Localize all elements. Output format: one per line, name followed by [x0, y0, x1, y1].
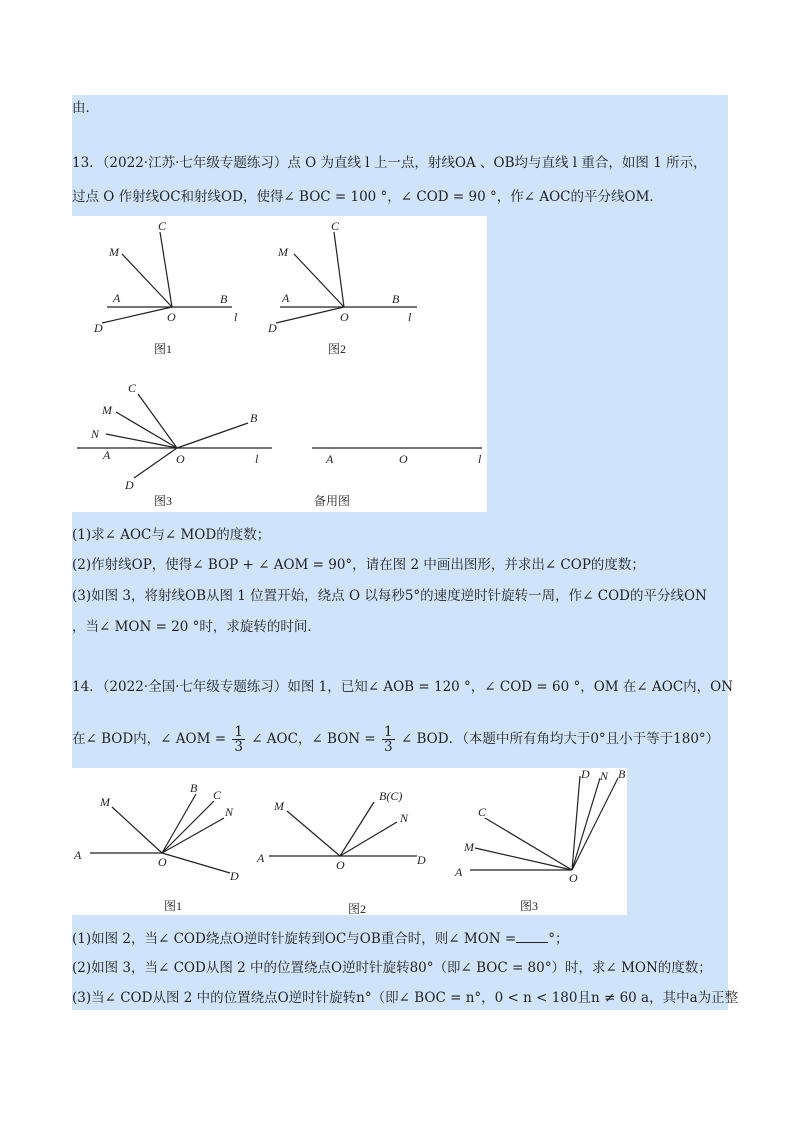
q13-f2-label-m: M — [278, 245, 288, 259]
q13-fig3-caption: 图3 — [154, 494, 173, 508]
fraction-denominator-2: 3 — [384, 739, 393, 755]
q14-f2-label-o: O — [336, 858, 345, 872]
q14-f1-label-d: D — [230, 869, 239, 883]
q13-f3-label-n: N — [91, 427, 100, 441]
q14-f3-label-m: M — [464, 840, 474, 854]
q13-f2-label-c: C — [331, 219, 340, 233]
q13-f4-label-o: O — [399, 452, 408, 466]
q14-f2-label-bc: B(C) — [379, 789, 403, 803]
q14-fig2-caption: 图2 — [348, 902, 367, 915]
q14-f1-label-m: M — [100, 795, 110, 809]
q13-f3-label-a: A — [103, 448, 111, 462]
q13-sub1: (1)求∠ AOC与∠ MOD的度数； — [72, 527, 271, 543]
q13-f3-label-c: C — [128, 381, 137, 395]
q13-f1-label-m: M — [109, 245, 119, 259]
q13-sub3a: (3)如图 3，将射线OB从图 1 位置开始，绕点 O 以每秒5°的速度逆时针旋转一周，作∠ COD的平分线ON — [72, 588, 707, 604]
q13-f1-label-c: C — [158, 219, 167, 233]
q14-f3-label-a: A — [455, 865, 463, 879]
q13-f3-label-o: O — [176, 452, 185, 466]
q13-f1-label-b: B — [220, 292, 228, 306]
q14-sub1 — [72, 928, 568, 949]
fraction-one-third — [232, 725, 245, 754]
q13-sub3b: ，当∠ MON = 20 °时，求旋转的时间． — [72, 619, 321, 635]
q14-sub2: (2)如图 3，当∠ COD从图 2 中的位置绕点O逆时针旋转80°（即∠ BOC = 80°）时，求∠ MON的度数； — [72, 960, 712, 976]
q13-figure-spare — [312, 448, 482, 508]
q13-figures — [72, 216, 487, 512]
q14-f3-label-c: C — [478, 805, 487, 819]
q14-f1-label-c: C — [213, 788, 222, 802]
q13-f2-label-o: O — [340, 310, 349, 324]
q13-sub2: (2)作射线OP，使得∠ BOP + ∠ AOM = 90°，请在图 2 中画出图形，并求出∠ COP的度数； — [72, 557, 645, 573]
q13-line2: 过点 O 作射线OC和射线OD，使得∠ BOC = 100 °，∠ COD = 90 °，作∠ AOC的平分线OM． — [72, 189, 663, 205]
q13-figure-1 — [93, 219, 238, 356]
q14-f3-label-o: O — [569, 871, 578, 885]
q14-sub1-post: °； — [548, 931, 569, 947]
q14-line2-mid: ∠ AOC，∠ BON = — [251, 731, 376, 747]
q14-f1-label-o: O — [158, 855, 167, 869]
q13-f2-label-d: D — [268, 321, 277, 335]
q14-fig3-caption: 图3 — [520, 899, 539, 913]
q13-f1-label-a: A — [113, 291, 121, 305]
q13-f2-label-b: B — [392, 292, 400, 306]
q13-f2-label-l: l — [408, 310, 412, 324]
q13-fig1-caption: 图1 — [154, 342, 173, 356]
q14-sub1-pre: (1)如图 2，当∠ COD绕点O逆时针旋转到OC与OB重合时，则∠ MON = — [72, 931, 517, 947]
q14-figures — [72, 768, 627, 915]
q13-f3-label-l: l — [255, 452, 259, 466]
q14-line2-pre: 在∠ BOD内，∠ AOM = — [72, 731, 227, 747]
q14-line1: 14．（2022·全国·七年级专题练习）如图 1，已知∠ AOB = 120 °，∠ COD = 60 °，OM 在∠ AOC内，ON — [72, 679, 734, 695]
q13-f2-label-a: A — [282, 291, 290, 305]
q14-fig1-caption: 图1 — [164, 899, 183, 913]
q14-f3-label-n: N — [600, 769, 609, 783]
q13-fig4-caption: 备用图 — [314, 494, 351, 508]
q14-f2-label-m: M — [274, 799, 284, 813]
q14-f3-label-d: D — [581, 768, 590, 781]
q14-f3-label-b: B — [618, 768, 626, 781]
q13-f3-label-d: D — [125, 478, 134, 492]
q13-figure-3 — [77, 381, 272, 508]
q14-figure-2 — [256, 789, 426, 915]
q14-f2-label-a: A — [257, 851, 265, 865]
q14-f2-label-n: N — [400, 811, 409, 825]
q14-sub3: (3)当∠ COD从图 2 中的位置绕点O逆时针旋转n°（即∠ BOC = n°，0 < n < 180且n ≠ 60 a，其中a为正整 — [72, 990, 739, 1006]
q13-fig2-caption: 图2 — [328, 342, 347, 356]
q13-f3-label-b: B — [250, 411, 258, 425]
q14-figure-1 — [73, 781, 239, 913]
q14-figures-svg — [72, 768, 627, 915]
q13-figure-2 — [267, 219, 417, 356]
q13-f1-label-l: l — [234, 310, 238, 324]
q13-line1: 13．（2022·江苏·七年级专题练习）点 O 为直线 l 上一点，射线OA 、OB均与直线 l 重合，如图 1 所示， — [72, 155, 707, 171]
q13-f1-label-d: D — [94, 321, 103, 335]
q14-line2 — [72, 722, 719, 756]
q13-f4-label-a: A — [326, 452, 334, 466]
q14-line2-post: ∠ BOD．（本题中所有角均大于0°且小于等于180°） — [400, 731, 720, 747]
q14-f1-label-b: B — [190, 781, 198, 795]
fraction-numerator-2: 1 — [384, 724, 393, 740]
q14-f1-label-a: A — [74, 848, 82, 862]
fraction-one-third-2 — [382, 725, 395, 754]
q13-f4-label-l: l — [478, 452, 482, 466]
q13-f1-label-o: O — [167, 310, 176, 324]
q14-f2-label-d: D — [417, 853, 426, 867]
previous-question-tail: 由． — [72, 100, 99, 116]
fraction-numerator: 1 — [234, 724, 243, 740]
answer-blank[interactable] — [516, 928, 548, 943]
q13-f3-label-m: M — [102, 403, 112, 417]
fraction-denominator: 3 — [234, 739, 243, 755]
q13-figures-svg — [72, 216, 487, 512]
q14-figure-3 — [454, 768, 626, 913]
q14-f1-label-n: N — [225, 805, 234, 819]
